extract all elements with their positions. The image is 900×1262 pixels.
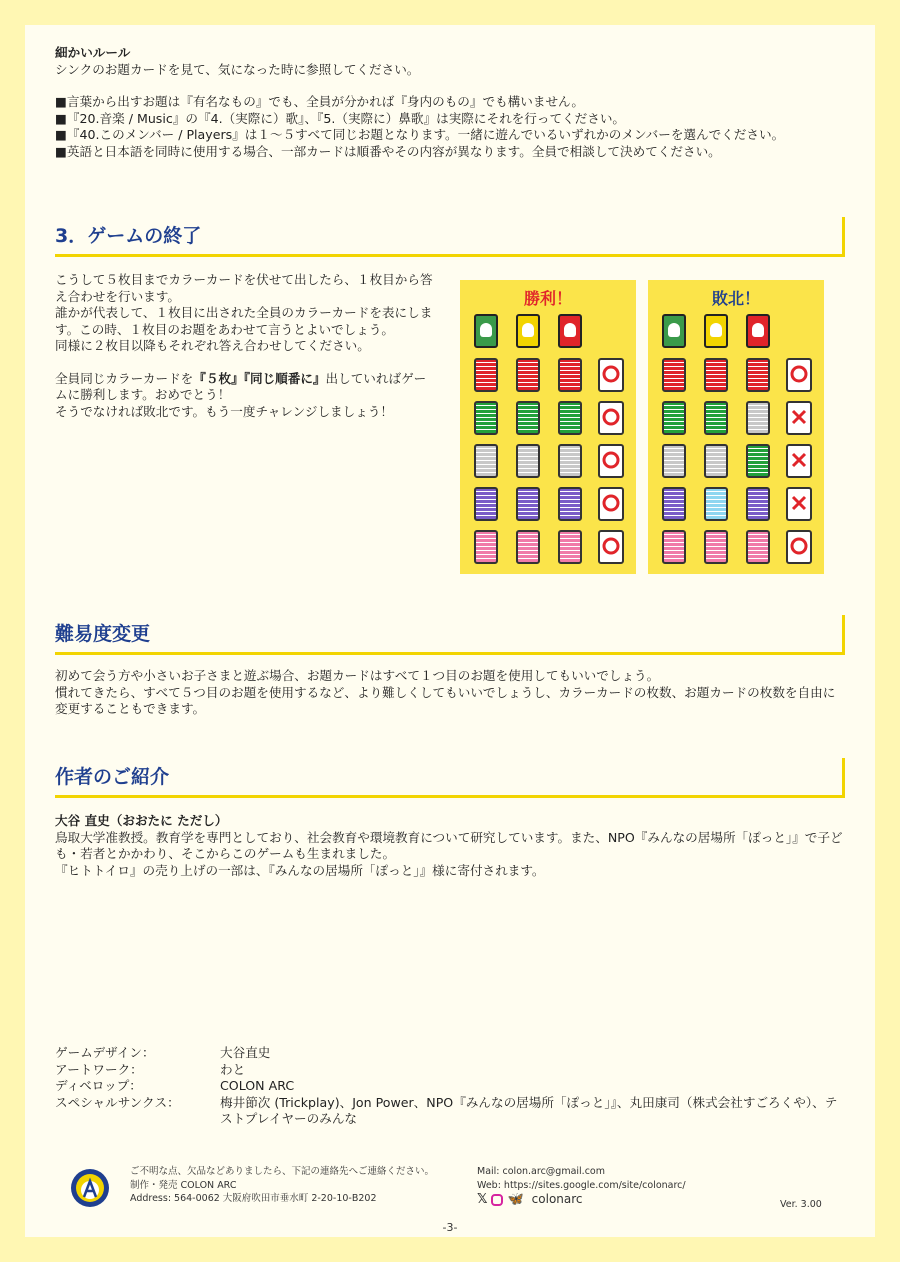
color-card: [474, 530, 498, 564]
color-card: [746, 444, 770, 478]
credit-row: [55, 1095, 840, 1128]
page: [25, 25, 875, 1237]
author-body: [55, 813, 845, 879]
circle-mark-icon: [598, 358, 624, 392]
color-card: [516, 487, 540, 521]
win-example-panel: [460, 280, 636, 574]
color-card: [662, 401, 686, 435]
player-face-card: [704, 314, 728, 348]
credit-value: COLON ARC: [220, 1078, 295, 1093]
instagram-icon[interactable]: [491, 1194, 503, 1206]
para4-bold: 『５枚』『同じ順番に』: [193, 370, 326, 386]
rule-item: ■英語と日本語を同時に使用する場合、一部カードは順番やその内容が異なります。全員で相談して決めてください。: [55, 143, 721, 159]
circle-mark-icon: [786, 530, 812, 564]
color-card: [704, 401, 728, 435]
circle-mark-icon: [598, 444, 624, 478]
color-card: [516, 358, 540, 392]
color-card: [746, 530, 770, 564]
author-name: 大谷 直史（おおたに ただし）: [55, 813, 228, 828]
version: Ver. 3.00: [780, 1199, 822, 1210]
section3-heading-text: 3．ゲームの終了: [55, 225, 202, 247]
color-card: [746, 358, 770, 392]
footer-line2: 制作・発売 COLON ARC: [130, 1179, 237, 1191]
author-heading-text: 作者のご紹介: [55, 766, 170, 788]
color-card: [474, 444, 498, 478]
difficulty-text2: 慣れてきたら、すべて５つ目のお題を使用するなど、より難しくしてもいいでしょうし、カラーカードの枚数、お題カードの枚数を自由に変更することもできます。: [55, 684, 836, 716]
footer-mail[interactable]: Mail: colon.arc@gmail.com: [477, 1166, 605, 1177]
author-bio1: 鳥取大学准教授。教育学を専門としており、社会教育や環境教育について研究しています。また、NPO『みんなの居場所「ぽっと」』で子ども・若者とかかわり、そこからこのゲームも生まれました。: [55, 829, 843, 861]
color-card: [704, 487, 728, 521]
rules-intro: シンクのお題カードを見て、気になった時に参照してください。: [55, 61, 420, 77]
credit-value: 梅井節次 (Trickplay)、Jon Power、NPO『みんなの居場所「ぽっと」』、丸田康司（株式会社すごろくや）、テストプレイヤーのみんな: [220, 1094, 838, 1126]
difficulty-body: [55, 668, 845, 718]
color-card: [662, 530, 686, 564]
color-card: [474, 358, 498, 392]
section3-heading: [55, 217, 845, 257]
rules-title: 細かいルール: [55, 45, 131, 60]
win-label: 勝利！: [523, 289, 572, 308]
color-card: [746, 401, 770, 435]
rule-item: ■『40.このメンバー / Players』は１～５すべて同じお題となります。一緒に遊んでいるいずれかのメンバーを選んでください。: [55, 127, 785, 142]
color-card: [558, 444, 582, 478]
circle-mark-icon: [598, 487, 624, 521]
section3-para5: そうでなければ敗北です。もう一度チャレンジしましょう！: [55, 403, 394, 419]
color-card: [558, 530, 582, 564]
circle-mark-icon: [598, 530, 624, 564]
lose-example-panel: [648, 280, 824, 574]
rules-section: [55, 45, 845, 160]
section3-body: [55, 272, 437, 420]
credit-row: [55, 1045, 840, 1062]
color-card: [704, 358, 728, 392]
credit-row: [55, 1062, 840, 1079]
cross-mark-icon: [786, 444, 812, 478]
color-card: [558, 358, 582, 392]
color-card: [746, 487, 770, 521]
para4-c: 出していればゲームに勝利します。おめでとう！: [55, 370, 427, 402]
color-card: [662, 487, 686, 521]
social-row: [477, 1193, 686, 1207]
color-card: [474, 401, 498, 435]
footer-links: [477, 1165, 686, 1207]
credit-key: スペシャルサンクス：: [55, 1094, 180, 1110]
credit-key: ゲームデザイン：: [55, 1045, 155, 1060]
x-icon[interactable]: 𝕏: [477, 1192, 488, 1207]
rule-item: ■言葉から出すお題は『有名なもの』でも、全員が分かれば『身内のもの』でも構いません。: [55, 94, 584, 109]
rule-item: ■『20.音楽 / Music』の『4.（実際に）歌』、『5.（実際に）鼻歌』は実際にそれを行ってください。: [55, 110, 626, 126]
color-card: [516, 530, 540, 564]
cross-mark-icon: [786, 487, 812, 521]
color-card: [516, 401, 540, 435]
circle-mark-icon: [598, 401, 624, 435]
credit-row: [55, 1078, 840, 1095]
credits: [55, 1045, 840, 1128]
difficulty-heading: [55, 615, 845, 655]
lose-label: 敗北！: [711, 289, 760, 308]
color-card: [662, 358, 686, 392]
color-card: [474, 487, 498, 521]
author-bio2: 『ヒトトイロ』の売り上げの一部は、『みんなの居場所「ぽっと」』様に寄付されます。: [55, 862, 545, 878]
credit-key: アートワーク：: [55, 1061, 143, 1077]
colonarc-logo: [70, 1168, 110, 1208]
cross-mark-icon: [786, 401, 812, 435]
social-handle[interactable]: colonarc: [531, 1192, 583, 1206]
footer-line1: ご不明な点、欠品などありましたら、下記の連絡先へご連絡ください。: [130, 1166, 435, 1177]
page-number: -3-: [442, 1221, 458, 1234]
color-card: [516, 444, 540, 478]
section3-para3: 同様に２枚目以降もそれぞれ答え合わせしてください。: [55, 338, 370, 353]
credit-value: わと: [220, 1061, 246, 1077]
author-heading: [55, 758, 845, 798]
player-face-card: [516, 314, 540, 348]
color-card: [558, 487, 582, 521]
footer-contact: [130, 1165, 434, 1206]
color-card: [662, 444, 686, 478]
color-card: [704, 530, 728, 564]
difficulty-text1: 初めて会う方や小さいお子さまと遊ぶ場合、お題カードはすべて１つ目のお題を使用してもいいでしょう。: [55, 668, 660, 683]
section3-para4: [55, 371, 437, 404]
circle-mark-icon: [786, 358, 812, 392]
player-face-card: [474, 314, 498, 348]
section3-para1: こうして５枚目までカラーカードを伏せて出したら、１枚目から答え合わせを行います。: [55, 272, 433, 304]
section3-para2: 誰かが代表して、１枚目に出された全員のカラーカードを表にします。この時、１枚目のお題をあわせて言うとよいでしょう。: [55, 305, 433, 337]
player-face-card: [662, 314, 686, 348]
player-face-card: [558, 314, 582, 348]
credit-value: 大谷直史: [220, 1045, 271, 1060]
footer-web[interactable]: Web: https://sites.google.com/site/colonarc/: [477, 1179, 686, 1191]
difficulty-heading-text: 難易度変更: [55, 623, 151, 645]
credit-key: ディベロップ：: [55, 1078, 142, 1093]
color-card: [558, 401, 582, 435]
footer-line3: Address: 564-0062 大阪府吹田市垂水町 2-20-10-B202: [130, 1193, 377, 1204]
para4-a: 全員同じカラーカードを: [55, 370, 194, 386]
bluesky-icon[interactable]: 🦋: [507, 1192, 524, 1207]
player-face-card: [746, 314, 770, 348]
color-card: [704, 444, 728, 478]
